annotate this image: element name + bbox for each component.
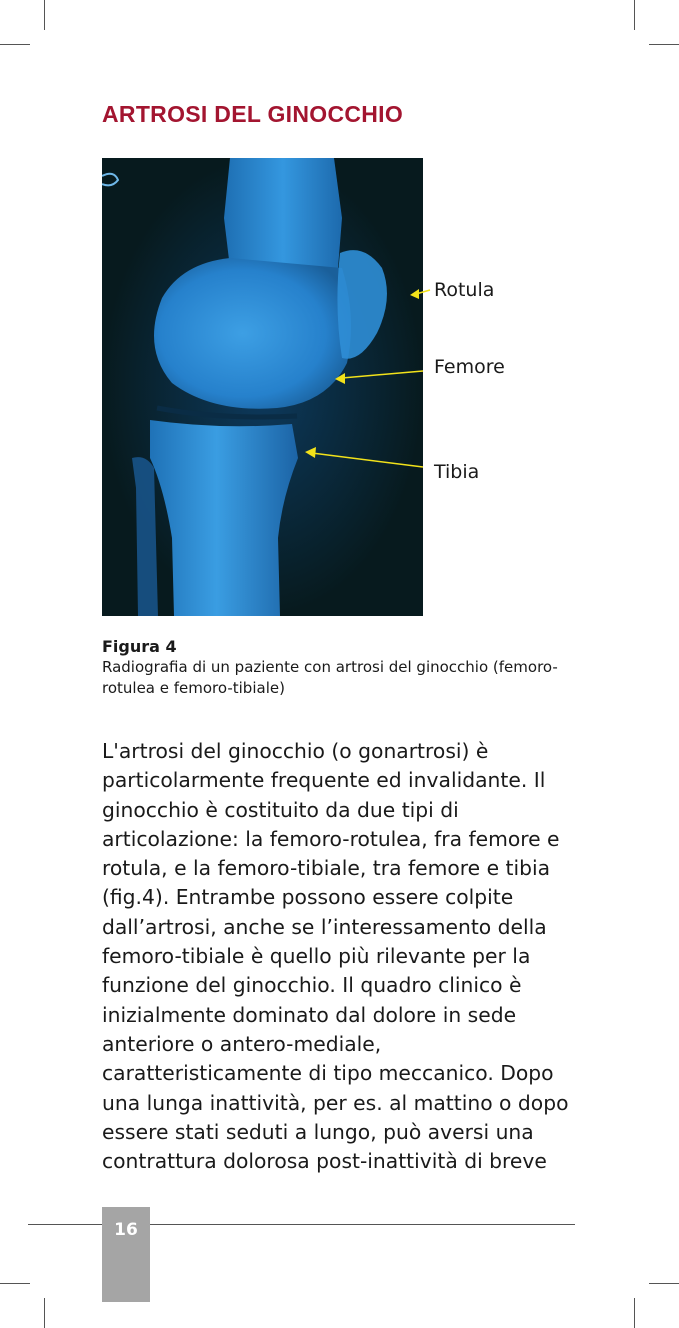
body-paragraph: L'artrosi del ginocchio (o gonartrosi) è particolarmente frequente ed invalidante. Il ginocchio è costituito da due tipi di articolazione: la femoro-rotulea, fra femore e rotula, e la femoro-tibiale, tra femore e tibia (fig.4). Entrambe possono essere colpite dall’artrosi, anche se l’interessamento della femoro-tibiale è quello più rilevante per la funzione del ginocchio. Il quadro clinico è inizialmente dominato dal dolore in sede anteriore o antero-mediale, caratteristicamente di tipo meccanico. Dopo una lunga inattività, per es. al mattino o dopo essere stati seduti a lungo, può aversi una contrattura dolorosa post-inattività di breve — [102, 739, 569, 1174]
crop-mark — [634, 1298, 635, 1328]
crop-mark — [0, 1283, 30, 1284]
label-rotula: Rotula — [434, 279, 495, 301]
crop-mark — [44, 0, 45, 30]
crop-mark — [44, 1298, 45, 1328]
page-title: ARTROSI DEL GINOCCHIO — [102, 101, 404, 127]
crop-mark — [649, 1283, 679, 1284]
knee-xray-image — [102, 158, 423, 616]
figure-caption: Radiografia di un paziente con artrosi del ginocchio (femoro-rotulea e femoro-tibiale) — [102, 658, 558, 697]
crop-mark — [649, 44, 679, 45]
crop-mark — [634, 0, 635, 30]
figure-title: Figura 4 — [102, 637, 177, 656]
label-femore: Femore — [434, 356, 505, 378]
page-number: 16 — [114, 1220, 138, 1240]
label-tibia: Tibia — [434, 461, 480, 483]
crop-mark — [0, 44, 30, 45]
